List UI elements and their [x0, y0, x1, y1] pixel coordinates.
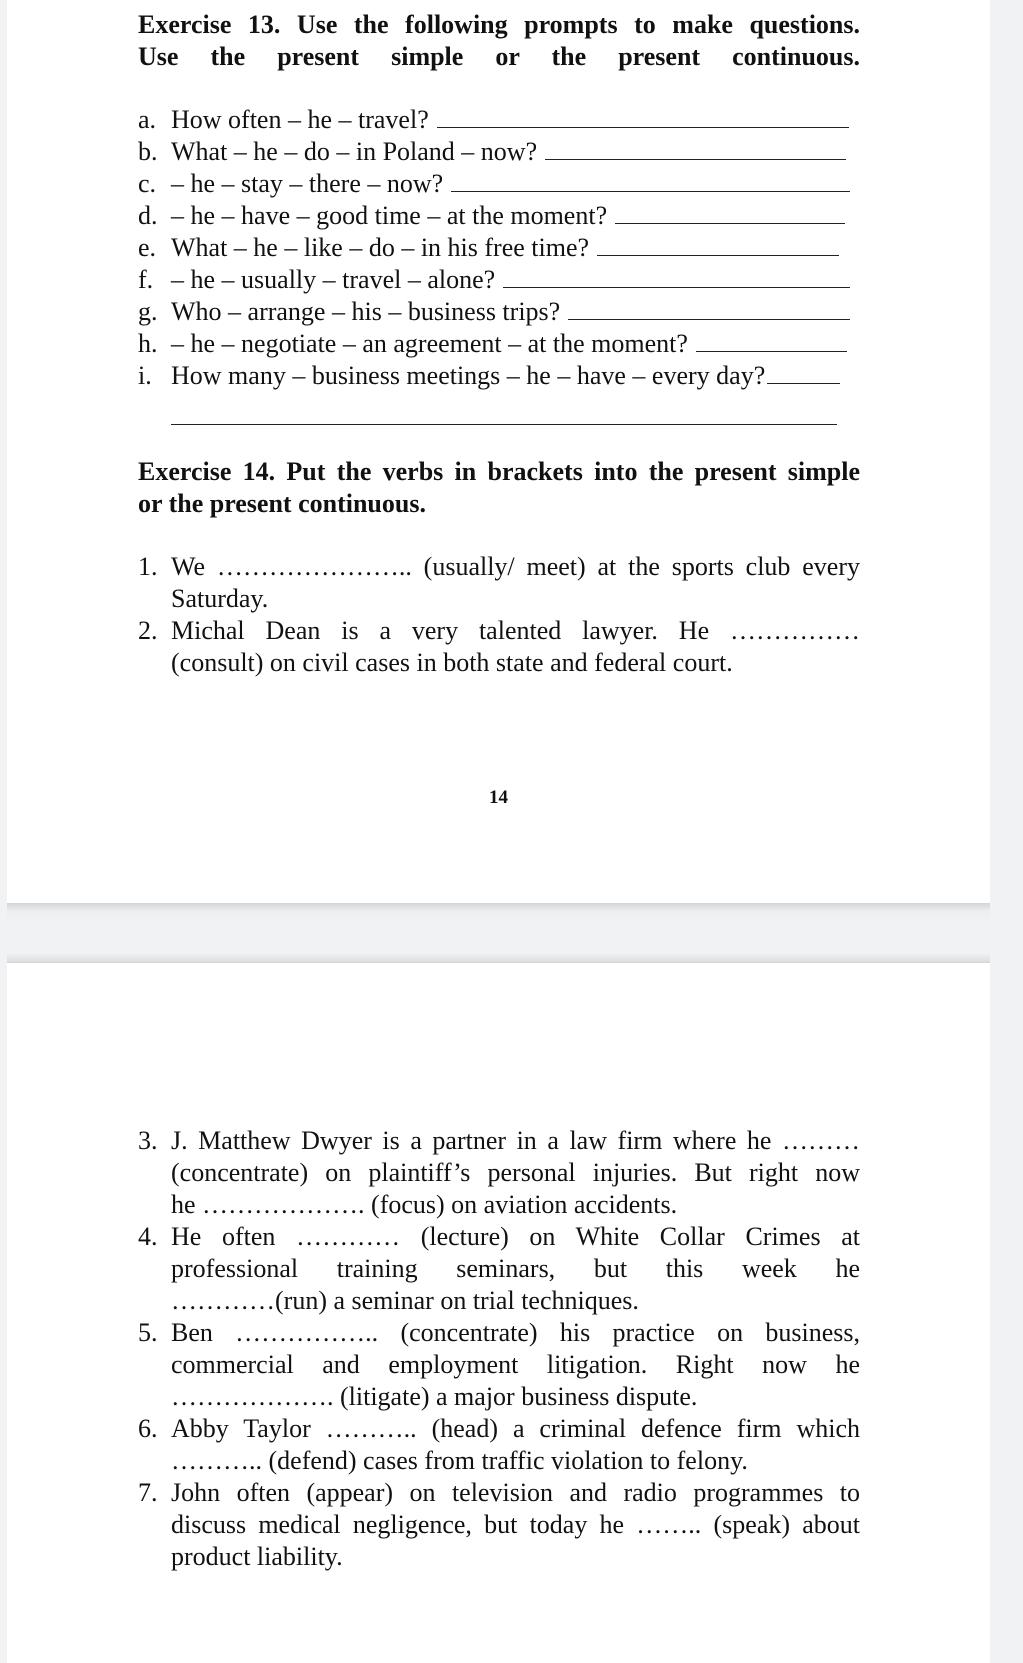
exercise-sentence-line: (concentrate) on plaintiff’s personal injuries. But right now [171, 1158, 860, 1187]
question-prompt [171, 200, 845, 232]
exercise-sentence-line: he ………………. (focus) on aviation accidents. [171, 1190, 678, 1219]
item-number: 3. [138, 1126, 158, 1155]
question-prompt [171, 168, 850, 200]
answer-blank[interactable] [615, 201, 845, 224]
item-label: c. [138, 169, 157, 198]
page-number: 14 [489, 787, 508, 808]
exercise-14-title: or the present continuous. [138, 489, 426, 518]
question-prompt [171, 104, 849, 136]
pdf-page-15 [7, 963, 990, 1663]
item-number: 2. [138, 616, 158, 645]
exercise-sentence-line: (consult) on civil cases in both state and federal court. [171, 648, 733, 677]
answer-blank[interactable] [503, 265, 850, 288]
question-prompt [171, 264, 850, 296]
exercise-sentence-line: Abby Taylor ……….. (head) a criminal defence firm which [171, 1414, 860, 1443]
answer-blank[interactable] [696, 329, 847, 352]
item-label: i. [138, 361, 152, 390]
exercise-sentence-line: Saturday. [171, 584, 269, 613]
prompt-text: – he – negotiate – an agreement – at the moment? [171, 329, 688, 358]
exercise-sentence-line: J. Matthew Dwyer is a partner in a law firm where he ……… [171, 1126, 860, 1155]
page-separator [7, 903, 990, 963]
item-label: d. [138, 201, 158, 230]
prompt-text: What – he – do – in Poland – now? [171, 137, 538, 166]
item-label: h. [138, 329, 158, 358]
answer-blank[interactable] [437, 105, 849, 128]
exercise-sentence-line: Ben …………….. (concentrate) his practice on business, [171, 1318, 860, 1347]
answer-blank[interactable] [597, 233, 839, 256]
prompt-text: – he – usually – travel – alone? [171, 265, 496, 294]
item-label: g. [138, 297, 158, 326]
exercise-sentence-line: He often ………… (lecture) on White Collar Crimes at [171, 1222, 860, 1251]
item-label: a. [138, 105, 157, 134]
exercise-sentence-line: We ………………….. (usually/ meet) at the sports club every [171, 552, 860, 581]
prompt-text: – he – have – good time – at the moment? [171, 201, 608, 230]
answer-blank[interactable] [767, 361, 840, 384]
answer-blank[interactable] [451, 169, 850, 192]
prompt-text: Who – arrange – his – business trips? [171, 297, 561, 326]
exercise-sentence-line: ……….. (defend) cases from traffic violation to felony. [171, 1446, 748, 1475]
question-prompt [171, 136, 846, 168]
question-prompt [171, 232, 839, 264]
question-prompt [171, 296, 850, 328]
item-number: 6. [138, 1414, 158, 1443]
exercise-sentence-line: …………(run) a seminar on trial techniques. [171, 1286, 639, 1315]
prompt-text: How many – business meetings – he – have – every day? [171, 361, 766, 390]
item-number: 7. [138, 1478, 158, 1507]
prompt-text: What – he – like – do – in his free time? [171, 233, 590, 262]
answer-blank[interactable] [568, 297, 850, 320]
exercise-sentence-line: product liability. [171, 1542, 343, 1571]
item-number: 5. [138, 1318, 158, 1347]
exercise-sentence-line: Michal Dean is a very talented lawyer. He …………… [171, 616, 860, 645]
answer-blank[interactable] [545, 137, 846, 160]
item-label: e. [138, 233, 157, 262]
exercise-14-title: Exercise 14. Put the verbs in brackets into the present simple [138, 457, 860, 486]
item-number: 4. [138, 1222, 158, 1251]
prompt-text: How often – he – travel? [171, 105, 429, 134]
exercise-13-title: Use the present simple or the present continuous. [138, 42, 860, 71]
exercise-sentence-line: professional training seminars, but this week he [171, 1254, 860, 1283]
exercise-sentence-line: discuss medical negligence, but today he …….. (speak) about [171, 1510, 860, 1539]
exercise-sentence-line: commercial and employment litigation. Right now he [171, 1350, 860, 1379]
question-prompt [171, 360, 840, 392]
item-label: f. [138, 265, 154, 294]
pdf-page-14 [7, 0, 990, 903]
item-label: b. [138, 137, 158, 166]
exercise-sentence-line: John often (appear) on television and radio programmes to [171, 1478, 860, 1507]
question-prompt [171, 328, 847, 360]
prompt-text: – he – stay – there – now? [171, 169, 444, 198]
exercise-sentence-line: ………………. (litigate) a major business dispute. [171, 1382, 698, 1411]
answer-blank-extra[interactable] [171, 392, 837, 425]
exercise-13-title: Exercise 13. Use the following prompts to make questions. [138, 10, 860, 39]
item-number: 1. [138, 552, 158, 581]
